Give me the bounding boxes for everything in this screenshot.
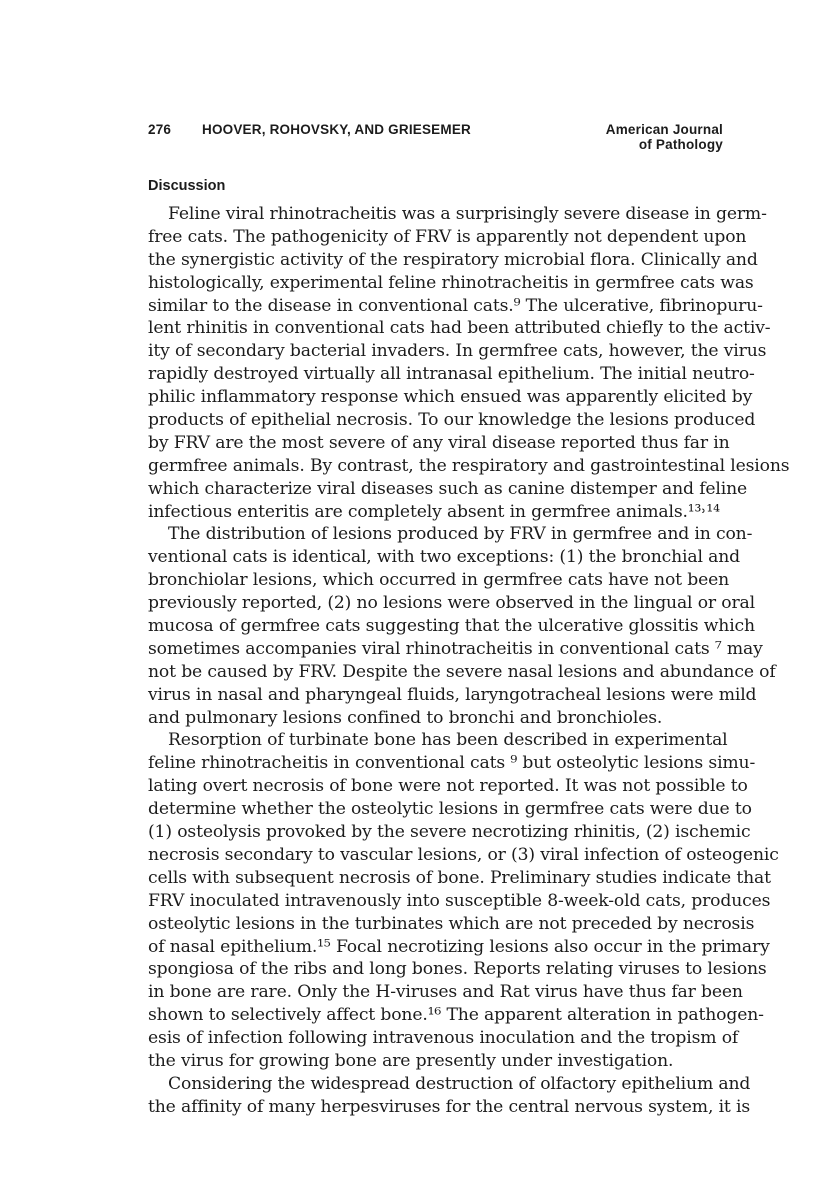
text-line: products of epithelial necrosis. To our knowledge the lesions produced xyxy=(148,410,756,431)
text-line: philic inflammatory response which ensued was apparently elicited by xyxy=(148,387,753,408)
text-line: spongiosa of the ribs and long bones. Reports relating viruses to lesions xyxy=(148,959,767,980)
text-line: which characterize viral diseases such as canine distemper and feline xyxy=(148,478,748,499)
text-line: necrosis secondary to vascular lesions, or (3) viral infection of osteogenic xyxy=(148,844,779,865)
running-head xyxy=(148,122,723,162)
text-line: germfree animals. By contrast, the respiratory and gastrointestinal lesions xyxy=(148,455,790,476)
text-line: similar to the disease in conventional cats.⁹ The ulcerative, fibrinopuru- xyxy=(148,295,763,316)
paragraph xyxy=(148,729,779,1072)
text-line: Considering the widespread destruction of olfactory epithelium and xyxy=(168,1073,751,1094)
text-line: osteolytic lesions in the turbinates which are not preceded by necrosis xyxy=(148,913,755,934)
page-number: 276 xyxy=(148,122,172,137)
text-line: ventional cats is identical, with two exceptions: (1) the bronchial and xyxy=(148,547,741,568)
text-line: not be caused by FRV. Despite the severe nasal lesions and abundance of xyxy=(148,661,776,682)
text-line: feline rhinotracheitis in conventional cats ⁹ but osteolytic lesions simu- xyxy=(148,753,756,774)
body-text xyxy=(148,203,790,1119)
text-line: sometimes accompanies viral rhinotracheitis in conventional cats ⁷ may xyxy=(148,638,763,659)
text-line: by FRV are the most severe of any viral disease reported thus far in xyxy=(148,432,730,453)
text-line: The distribution of lesions produced by FRV in germfree and in con- xyxy=(168,524,753,545)
text-line: and pulmonary lesions confined to bronchi and bronchioles. xyxy=(148,707,663,728)
text-line: in bone are rare. Only the H-viruses and Rat virus have thus far been xyxy=(148,982,743,1003)
text-line: infectious enteritis are completely absent in germfree animals.¹³˒¹⁴ xyxy=(148,501,720,522)
text-line: the virus for growing bone are presently under investigation. xyxy=(148,1050,674,1071)
journal-name xyxy=(606,122,723,152)
text-line: lent rhinitis in conventional cats had been attributed chiefly to the activ- xyxy=(148,318,771,339)
journal-name-line-2: of Pathology xyxy=(638,137,723,152)
journal-name-line-1: American Journal xyxy=(605,122,723,137)
text-line: determine whether the osteolytic lesions in germfree cats were due to xyxy=(148,799,752,820)
running-head-authors: HOOVER, ROHOVSKY, AND GRIESEMER xyxy=(202,122,471,137)
text-line: histologically, experimental feline rhinotracheitis in germfree cats was xyxy=(148,272,754,293)
text-line: mucosa of germfree cats suggesting that the ulcerative glossitis which xyxy=(148,616,755,637)
text-line: Feline viral rhinotracheitis was a surprisingly severe disease in germ- xyxy=(168,204,767,224)
text-line: the synergistic activity of the respiratory microbial flora. Clinically and xyxy=(148,249,758,270)
text-line: the affinity of many herpesviruses for the central nervous system, it is xyxy=(148,1096,751,1117)
text-line: bronchiolar lesions, which occurred in germfree cats have not been xyxy=(148,570,730,591)
text-line: free cats. The pathogenicity of FRV is apparently not dependent upon xyxy=(148,226,747,247)
text-line: shown to selectively affect bone.¹⁶ The apparent alteration in pathogen- xyxy=(148,1005,764,1026)
text-line: previously reported, (2) no lesions were observed in the lingual or oral xyxy=(148,593,756,614)
text-line: esis of infection following intravenous inoculation and the tropism of xyxy=(148,1028,739,1049)
paragraph xyxy=(148,1073,751,1119)
text-line: of nasal epithelium.¹⁵ Focal necrotizing lesions also occur in the primary xyxy=(148,936,770,957)
text-line: lating overt necrosis of bone were not reported. It was not possible to xyxy=(148,776,748,797)
text-line: ity of secondary bacterial invaders. In germfree cats, however, the virus xyxy=(148,341,767,362)
text-line: Resorption of turbinate bone has been described in experimental xyxy=(168,730,728,751)
text-line: FRV inoculated intravenously into susceptible 8-week-old cats, produces xyxy=(148,890,771,911)
paragraph xyxy=(148,203,790,523)
text-line: cells with subsequent necrosis of bone. Preliminary studies indicate that xyxy=(148,867,771,888)
text-line: (1) osteolysis provoked by the severe necrotizing rhinitis, (2) ischemic xyxy=(148,822,751,843)
section-heading: Discussion xyxy=(148,178,226,194)
paragraph xyxy=(148,523,776,729)
text-line: rapidly destroyed virtually all intranasal epithelium. The initial neutro- xyxy=(148,364,755,385)
text-line: virus in nasal and pharyngeal fluids, laryngotracheal lesions were mild xyxy=(148,684,757,705)
